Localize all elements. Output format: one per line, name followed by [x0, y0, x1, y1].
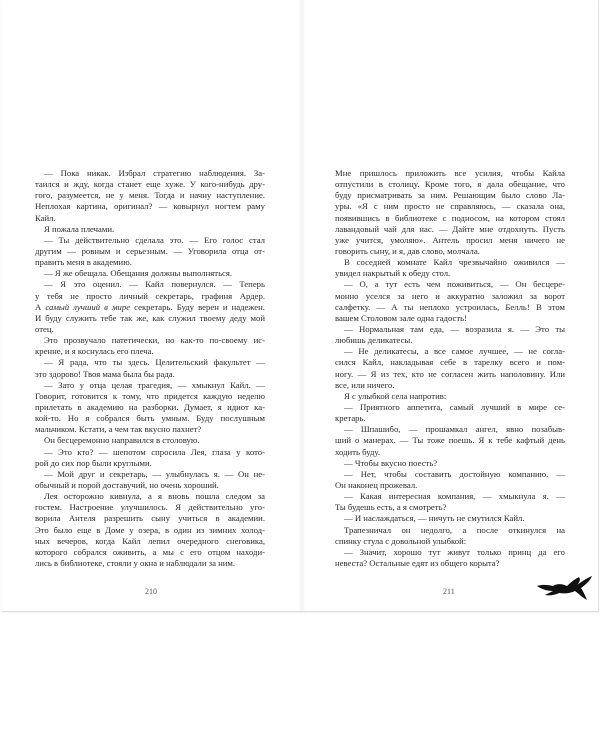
- text-line: [335, 458, 565, 469]
- text-segment: — Не деликатесы, а все самое лучшее, — не согла-: [344, 346, 565, 357]
- text-line: [35, 324, 265, 335]
- text-segment: — Ты действительно сделала это. — Его голос стал: [44, 234, 265, 245]
- text-line: [335, 402, 565, 413]
- text-segment: Неплохая картина, оригинал? — ковырнул ногтем раму: [35, 201, 265, 212]
- text-line: [335, 179, 565, 190]
- text-line: [335, 424, 565, 435]
- text-segment: Кайл.: [35, 212, 56, 223]
- book-spread: [2, 0, 599, 612]
- text-line: [35, 246, 265, 257]
- text-segment: увидел накрытый к обеду стол.: [335, 268, 451, 279]
- text-segment: А: [35, 301, 46, 312]
- text-line: [335, 369, 565, 380]
- text-line: [35, 491, 265, 502]
- text-segment: лись в библиотеке, стояли у окна и наблюдали за ним.: [35, 557, 236, 568]
- text-line: [35, 391, 265, 402]
- text-line: [335, 346, 565, 357]
- text-segment: кой-то. Но я собрался быть умным. Буду послушным: [35, 413, 265, 424]
- text-line: [35, 525, 265, 536]
- text-segment: — Мой друг и секретарь, — улыбнулась я. — Он не-: [44, 468, 265, 479]
- text-line: [335, 357, 565, 368]
- text-line: [35, 536, 265, 547]
- right-page-number: 211: [443, 587, 455, 596]
- text-segment: — Шпашибо, — прошамкал ангел, явно позабыв-: [344, 424, 565, 435]
- text-line: [35, 257, 265, 268]
- text-line: [35, 168, 265, 179]
- text-line: [335, 513, 565, 524]
- text-segment: — Зато у отца целая трагедия, — хмыкнул Кайл. —: [44, 379, 265, 390]
- text-segment: отец.: [35, 323, 54, 334]
- text-line: [35, 335, 265, 346]
- text-segment: кренне, и я коснулась его плеча.: [35, 346, 154, 357]
- text-segment: Мне пришлось приложить все усилия, чтобы Кайла: [335, 168, 565, 178]
- text-line: [335, 480, 565, 491]
- text-segment: гостем. Настроение улучшилось. Я действительно уго-: [35, 502, 265, 513]
- text-line: [335, 391, 565, 402]
- left-page-text: [35, 168, 265, 569]
- text-segment: — Значит, хорошо тут живут только принц да его: [344, 546, 565, 557]
- text-segment: другим — ровным и серьезным. — Уговорила отца от-: [35, 245, 265, 256]
- text-line: [335, 235, 565, 246]
- text-segment: говорить сыну, и я, дав слово, молчала.: [335, 245, 480, 256]
- text-segment: Это было еще в Доме у озера, в один из зимних холод-: [35, 524, 265, 535]
- text-line: [35, 346, 265, 357]
- text-line: [35, 179, 265, 190]
- text-line: [335, 268, 565, 279]
- text-segment: это здорово! Твоя мама была бы рада.: [35, 368, 175, 379]
- text-segment: — Какая интересная компания, — хмыкнула я. —: [344, 491, 565, 502]
- text-line: [35, 313, 265, 324]
- text-line: [35, 480, 265, 491]
- text-segment: — Пока никак. Избрал стратегию наблюдения. За-: [44, 168, 265, 178]
- text-line: [335, 558, 565, 569]
- text-segment: — И наслаждаться, — ничуть не смутился Кайл.: [344, 513, 525, 524]
- text-line: [335, 190, 565, 201]
- text-line: [35, 469, 265, 480]
- text-segment: салфетку. — А ты неплохо устроилась, Белль! В этом: [335, 301, 565, 312]
- text-segment: невеста? Остальные едят из общего корыта?: [335, 557, 500, 568]
- text-line: [335, 335, 565, 346]
- text-segment: спинку стула с довольной улыбкой:: [335, 535, 467, 546]
- text-segment: ший о манерах. — Ты тоже поешь. Я к тебе кафтый день: [335, 435, 565, 446]
- text-line: [35, 279, 265, 290]
- text-segment: Ты будешь есть, а я смотреть?: [335, 502, 447, 513]
- right-page-text: [335, 168, 565, 569]
- text-line: [335, 435, 565, 446]
- text-segment: — Чтобы вкусно поесть?: [344, 457, 438, 468]
- text-segment: Лея осторожно кивнула, а я вновь пошла следом за: [44, 491, 265, 502]
- text-segment: лавандовый чай для нас. — Дайте мне отдохнуть. Пусть: [335, 223, 565, 234]
- text-segment: все, или ничего.: [335, 379, 395, 390]
- text-line: [35, 435, 265, 446]
- text-line: [35, 380, 265, 391]
- text-line: [35, 458, 265, 469]
- text-segment: мальчиком. Кстати, а чем так вкусно пахнет?: [35, 424, 202, 435]
- text-segment: появившись в библиотеке с подносом, на котором стоял: [335, 212, 565, 223]
- text-line: [335, 224, 565, 235]
- text-line: [35, 268, 265, 279]
- text-line: [335, 201, 565, 212]
- text-line: [335, 257, 565, 268]
- text-line: [335, 447, 565, 458]
- text-line: [35, 291, 265, 302]
- text-line: [35, 357, 265, 368]
- text-segment: ных вечеров, когда Кайл лепил очередного снеговика,: [35, 535, 265, 546]
- text-segment: Трапезничал он недолго, а после откинулся на: [344, 524, 565, 535]
- text-segment: отпустили в столицу. Кроме того, я дала обещание, что: [335, 179, 565, 190]
- text-line: [35, 547, 265, 558]
- text-line: [35, 213, 265, 224]
- text-segment: которого собрался оживить, а мы с его отцом находи-: [35, 546, 265, 557]
- crow-silhouette-icon: [535, 574, 593, 602]
- text-line: [335, 525, 565, 536]
- text-line: [35, 201, 265, 212]
- text-segment: таился и жду, когда станет еще хуже. У кого-нибудь дру-: [35, 179, 265, 190]
- text-line: [335, 536, 565, 547]
- text-line: [35, 447, 265, 458]
- text-line: [335, 413, 565, 424]
- text-segment: любишь деликатесы.: [335, 335, 413, 346]
- text-segment: у тебя не просто личный секретарь, графиня Ардер.: [35, 290, 265, 301]
- text-segment: править меня в академию.: [35, 257, 132, 268]
- text-segment: сился Кайл, накладывая себе в тарелку всего и пом-: [335, 357, 565, 368]
- text-line: [35, 513, 265, 524]
- text-line: [35, 369, 265, 380]
- text-segment: рой до сих пор были круглыми.: [35, 457, 152, 468]
- text-segment: кретарь.: [335, 413, 366, 424]
- text-segment: секретарь. Буду верен и надежен.: [130, 301, 265, 312]
- text-segment: вашем Столовом зале одна гадость!: [335, 312, 468, 323]
- text-segment: — О, а тут есть чем поживиться, — Он бесцере-: [344, 279, 565, 290]
- text-segment: — Я это оценил. — Кайл повернулся. — Теперь: [44, 279, 265, 290]
- text-line: [35, 190, 265, 201]
- text-line: [335, 302, 565, 313]
- book-gutter: [298, 0, 306, 611]
- text-segment: Я пожала плечами.: [44, 223, 115, 234]
- text-line: [335, 491, 565, 502]
- left-page-number: 210: [145, 587, 157, 596]
- text-line: [35, 502, 265, 513]
- text-segment: гого, разумеется, не у меня. Тогда и начну наступление.: [35, 190, 265, 201]
- text-segment: — Я же обещала. Обещания должны выполняться.: [44, 268, 233, 279]
- text-line: [335, 246, 565, 257]
- text-line: [335, 469, 565, 480]
- text-segment: Это прозвучало патетически, но как-то по-своему ис-: [44, 335, 265, 346]
- text-segment: Он бесцеремонно направился в столовую.: [44, 435, 200, 446]
- text-line: [335, 279, 565, 290]
- text-line: [335, 502, 565, 513]
- text-line: [35, 302, 265, 313]
- text-segment: буду присматривать за ним. Решающим было слово Ла-: [335, 190, 565, 201]
- text-segment: — Я рада, что ты здесь. Целительский факультет —: [44, 357, 265, 368]
- text-line: [35, 235, 265, 246]
- text-line: [335, 313, 565, 324]
- text-line: [335, 547, 565, 558]
- text-segment: ногу. — Я из тех, кто не согласен жить наполовину. Или: [335, 368, 565, 379]
- text-segment: — Нормальная там еда, — возразила я. — Это ты: [344, 323, 565, 334]
- text-segment: И буду служить тебе так же, как служил твоему деду мой: [35, 312, 265, 323]
- text-segment: — Это кто? — шепотом спросила Лея, глаза у кото-: [44, 446, 265, 457]
- text-segment: — Приятного аппетита, самый лучший в мире се-: [344, 401, 565, 412]
- text-line: [335, 380, 565, 391]
- text-segment: уры. «Я с ним просто не справляюсь, — сказала она,: [335, 201, 565, 212]
- text-segment: — Нет, чтобы составить достойную компанию. —: [344, 468, 565, 479]
- text-line: [335, 168, 565, 179]
- text-line: [335, 213, 565, 224]
- text-line: [335, 324, 565, 335]
- text-line: [335, 291, 565, 302]
- text-segment: ворила Антеля разрешить сыну учиться в академии.: [35, 513, 265, 524]
- text-segment: монно уселся за него и аккуратно заложил за ворот: [335, 290, 565, 301]
- text-segment: Он наконец прожевал.: [335, 479, 418, 490]
- text-segment: В соседней комнате Кайл чрезвычайно оживился —: [344, 257, 565, 268]
- text-segment: уже учится, умоляю». Антель просил меня ничего не: [335, 234, 565, 245]
- text-line: [35, 224, 265, 235]
- text-line: [35, 424, 265, 435]
- text-line: [35, 402, 265, 413]
- text-line: [35, 558, 265, 569]
- text-segment: ходить буду.: [335, 446, 381, 457]
- text-line: [35, 413, 265, 424]
- text-segment: обычный и порой доставучий, но очень хороший.: [35, 479, 219, 490]
- italic-segment: самый лучший в мире: [45, 301, 131, 312]
- text-segment: прилетать в академию на разборки. Думает, я идиот ка-: [35, 401, 265, 412]
- text-segment: Я с улыбкой села напротив:: [344, 390, 447, 401]
- text-segment: Говорит, готовится к тому, что придется каждую неделю: [35, 390, 265, 401]
